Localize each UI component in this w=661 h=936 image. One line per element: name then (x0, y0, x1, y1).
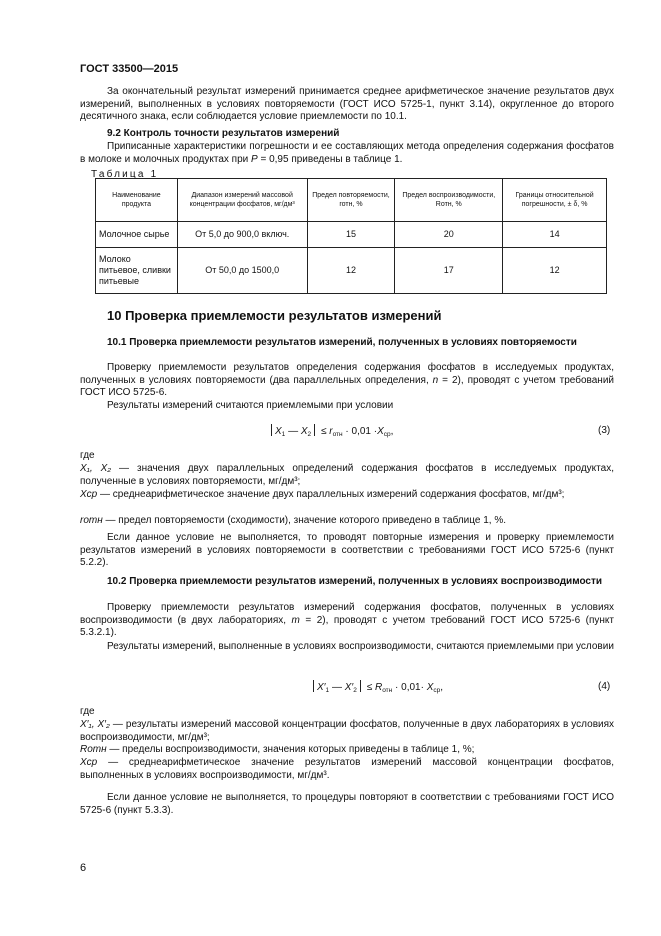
symbol-R-otn: Rотн (80, 744, 107, 755)
definition-x1-x2: X₁, X₂ — значения двух параллельных определений содержания фосфатов в исследуемых продуктах, полученные в условиях повторяемости, мг/дм³; (80, 463, 614, 487)
equation-number-4: (4) (598, 681, 611, 692)
definition-R-otn: Rотн — пределы воспроизводимости, значения которых приведены в таблице 1, %; (80, 744, 475, 755)
cell-reproducibility: 20 (395, 222, 503, 248)
symbol-r-otn: rотн (80, 515, 103, 526)
equation-number-3: (3) (598, 425, 611, 436)
table-row (96, 248, 607, 294)
section-10-heading: 10 Проверка приемлемости результатов измерений (107, 308, 442, 323)
where-label-1: где (80, 450, 95, 461)
definition-xcp: Xср — среднеарифметическое значение двух параллельных измерений содержания фосфатов, мг/дм³; (80, 489, 565, 500)
col-header-reproducibility: Предел воспроизводимости, Rотн, % (395, 179, 503, 222)
section-10-2-paragraph-1: Проверку приемлемости результатов измерений содержания фосфатов, полученных в условиях воспроизводимости (в двух лабораториях, m = 2), проводят с учетом требований ГОСТ ИСО 5725-6 (пункт 5.3.2.1). (80, 602, 614, 638)
col-header-range: Диапазон измерений массовой концентрации фосфатов, мг/дм³ (177, 179, 307, 222)
section-10-1-paragraph-3: Если данное условие не выполняется, то проводят повторные измерения и проверку приемлемости результатов измерений в условиях повторяемости в соответствии с требованиями ГОСТ ИСО 5725-6 (пункт 5.2.2). (80, 532, 614, 568)
symbol-x1-x2: X₁, X₂ (80, 463, 112, 474)
cell-error: 14 (503, 222, 607, 248)
cell-product: Молочное сырье (96, 222, 178, 248)
formula-3: $X_1$ — $X_2 \le r_{отн} \cdot 0,01 \cdot X_{ср}$, (268, 424, 393, 438)
section-9-2-paragraph: Приписанные характеристики погрешности и ее составляющих метода определения содержания фосфатов в молоке и молочных продуктах при P = 0,95 приведены в таблице 1. (80, 141, 614, 165)
symbol-xcp-2: Xср (80, 757, 98, 768)
cell-range: От 5,0 до 900,0 включ. (177, 222, 307, 248)
cell-product: Молоко питьевое, сливки питьевые (96, 248, 178, 294)
definition-xcp-2: Xср — среднеарифметическое значение результатов измерений массовой концентрации фосфатов, выполненных в условиях воспроизводимости, мг/дм³. (80, 757, 614, 781)
table-1 (95, 178, 607, 294)
formula-4: $X'_1$ — $X'_2 \le R_{отн} \cdot 0,01\cdot X_{ср}$, (310, 680, 443, 694)
table-caption: Таблица 1 (91, 169, 159, 180)
section-10-2-heading: 10.2 Проверка приемлемости результатов измерений, полученных в условиях воспроизводимости (107, 576, 603, 587)
document-header: ГОСТ 33500—2015 (80, 63, 179, 75)
section-10-1-paragraph-2: Результаты измерений считаются приемлемыми при условии (107, 400, 394, 411)
symbol-m: m (291, 614, 300, 626)
section-10-2-paragraph-2: Результаты измерений, выполненные в условиях воспроизводимости, считаются приемлемыми при условии (107, 641, 614, 652)
symbol-xcp: Xср (80, 489, 98, 500)
page-number: 6 (80, 862, 87, 874)
definition-r-otn: rотн — предел повторяемости (сходимости), значение которого приведено в таблице 1, %. (80, 515, 507, 526)
cell-repeatability: 15 (307, 222, 395, 248)
col-header-repeatability: Предел повторяемости, rотн, % (307, 179, 395, 222)
symbol-p: P (251, 153, 258, 165)
table-row (96, 222, 607, 248)
where-label-2: где (80, 706, 95, 717)
table-header-row (96, 179, 607, 222)
intro-paragraph: За окончательный результат измерений принимается среднее арифметическое значение результатов двух измерений, выполненных в условиях повторяемости (ГОСТ ИСО 5725-1, пункт 3.14), округленное до второго десятичного знака, если соблюдается условие приемлемости по 10.1. (80, 86, 614, 122)
section-10-1-paragraph-1: Проверку приемлемости результатов определения содержания фосфатов в исследуемых продуктах, полученных в условиях повторяемости (два параллельных определения, n = 2), проводят с учетом требований ГОСТ ИСО 5725-6. (80, 362, 614, 398)
cell-range: От 50,0 до 1500,0 (177, 248, 307, 294)
cell-error: 12 (503, 248, 607, 294)
cell-reproducibility: 17 (395, 248, 503, 294)
section-9-2-heading: 9.2 Контроль точности результатов измерений (107, 128, 340, 139)
cell-repeatability: 12 (307, 248, 395, 294)
symbol-x1-x2-prime: X′₁, X′₂ (80, 719, 110, 730)
col-header-error: Границы относительной погрешности, ± δ, % (503, 179, 607, 222)
symbol-n: n (432, 374, 439, 386)
section-10-1-heading: 10.1 Проверка приемлемости результатов измерений, полученных в условиях повторяемости (107, 337, 577, 348)
definition-x1-x2-prime: X′₁, X′₂ — результаты измерений массовой концентрации фосфатов, полученные в двух лабораториях в условиях воспроизводимости, мг/дм³; (80, 719, 615, 743)
col-header-product: Наименование продукта (96, 179, 178, 222)
section-10-2-paragraph-3: Если данное условие не выполняется, то процедуры повторяют в соответствии с требованиями ГОСТ ИСО 5725-6 (пункт 5.3.3). (80, 792, 614, 816)
